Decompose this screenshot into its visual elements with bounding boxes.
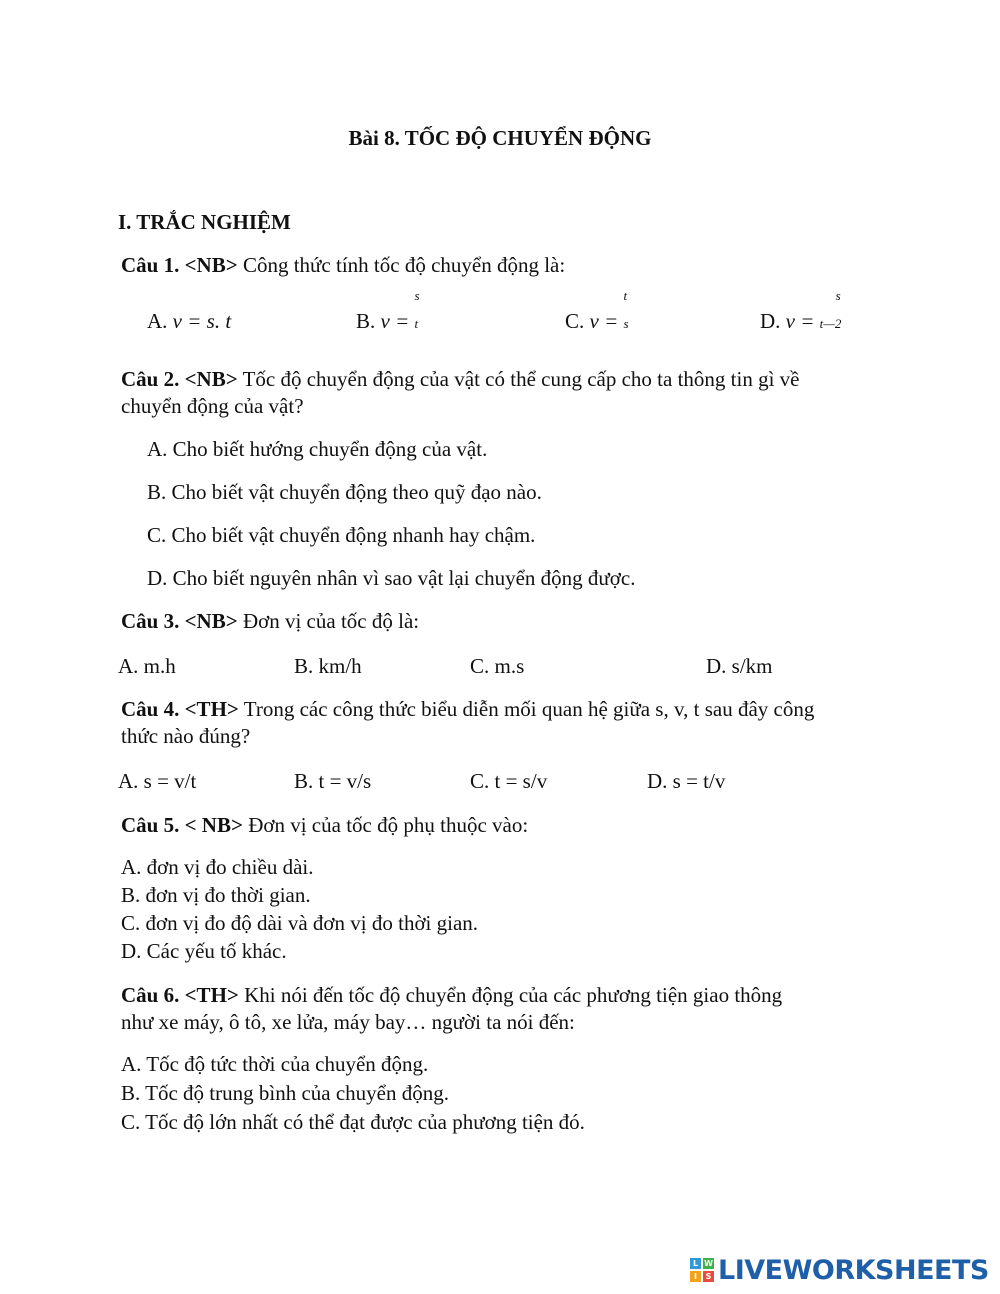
question-4-option-c: C. t = s/v	[470, 769, 548, 793]
question-2-option-a: A. Cho biết hướng chuyển động của vật.	[147, 437, 488, 461]
question-2-text: Tốc độ chuyển động của vật có thể cung cấp cho ta thông tin gì về	[237, 367, 800, 391]
question-4-option-a: A. s = v/t	[118, 769, 197, 793]
question-6-option-c: C. Tốc độ lớn nhất có thể đạt được của phương tiện đó.	[121, 1110, 585, 1134]
option-label: A.	[147, 309, 173, 333]
question-5-label: Câu 5. < NB>	[121, 813, 243, 837]
fraction	[623, 288, 629, 337]
fraction-denominator: t	[414, 316, 419, 331]
fraction-denominator: s	[623, 316, 629, 331]
fraction-numerator: s	[835, 288, 841, 303]
question-4-text: Trong các công thức biểu diễn mối quan hệ giữa s, v, t sau đây công	[238, 697, 815, 721]
question-6	[121, 982, 782, 1036]
question-2-option-b: B. Cho biết vật chuyển động theo quỹ đạo nào.	[147, 480, 542, 504]
formula: v =	[589, 309, 624, 333]
fraction	[819, 288, 842, 337]
question-6-option-a: A. Tốc độ tức thời của chuyển động.	[121, 1052, 429, 1076]
question-5-option-b: B. đơn vị đo thời gian.	[121, 883, 311, 907]
question-6-option-b: B. Tốc độ trung bình của chuyển động.	[121, 1081, 449, 1105]
formula: v =	[785, 309, 820, 333]
question-2-label: Câu 2. <NB>	[121, 367, 238, 391]
formula: v = s. t	[172, 309, 232, 333]
question-5	[121, 812, 528, 839]
question-1-option-c	[565, 288, 629, 337]
question-5-text: Đơn vị của tốc độ phụ thuộc vào:	[242, 813, 529, 837]
question-4	[121, 696, 814, 750]
question-3-option-d: D. s/km	[706, 654, 773, 678]
liveworksheets-logo	[690, 1253, 990, 1287]
question-1	[121, 252, 565, 279]
question-1-label: Câu 1. <NB>	[121, 253, 238, 277]
question-1-option-d	[760, 288, 842, 337]
question-2	[121, 366, 799, 420]
logo-mark-tile: I	[690, 1271, 701, 1282]
formula: v =	[380, 309, 415, 333]
option-label: D.	[760, 309, 786, 333]
option-label: B.	[356, 309, 381, 333]
logo-mark-tile: W	[704, 1259, 713, 1268]
question-3-label: Câu 3. <NB>	[121, 609, 238, 633]
question-3	[121, 608, 419, 635]
logo-mark-tile: S	[703, 1271, 714, 1282]
question-4-text-continued: thức nào đúng?	[121, 724, 251, 748]
option-label: C.	[565, 309, 590, 333]
fraction-numerator: t	[623, 288, 628, 303]
question-5-option-c: C. đơn vị đo độ dài và đơn vị đo thời gian.	[121, 911, 479, 935]
question-1-text: Công thức tính tốc độ chuyển động là:	[237, 253, 566, 277]
question-4-option-b: B. t = v/s	[294, 769, 372, 793]
fraction-denominator: t—2	[819, 316, 842, 331]
question-5-option-a: A. đơn vị đo chiều dài.	[121, 855, 314, 879]
question-2-option-d: D. Cho biết nguyên nhân vì sao vật lại chuyển động được.	[147, 566, 636, 590]
question-2-text-continued: chuyển động của vật?	[121, 394, 304, 418]
fraction	[414, 288, 420, 337]
question-2-option-c: C. Cho biết vật chuyển động nhanh hay chậm.	[147, 523, 536, 547]
question-3-option-c: C. m.s	[470, 654, 525, 678]
section-heading: I. TRẮC NGHIỆM	[118, 210, 291, 234]
question-4-option-d: D. s = t/v	[647, 769, 726, 793]
question-6-text-continued: như xe máy, ô tô, xe lửa, máy bay… người ta nói đến:	[121, 1010, 575, 1034]
question-3-text: Đơn vị của tốc độ là:	[237, 609, 420, 633]
question-6-label: Câu 6. <TH>	[121, 983, 239, 1007]
question-6-text: Khi nói đến tốc độ chuyển động của các phương tiện giao thông	[238, 983, 783, 1007]
question-4-label: Câu 4. <TH>	[121, 697, 239, 721]
page-title: Bài 8. TỐC ĐỘ CHUYỂN ĐỘNG	[348, 126, 652, 150]
question-3-option-b: B. km/h	[294, 654, 362, 678]
question-3-option-a: A. m.h	[118, 654, 176, 678]
fraction-numerator: s	[414, 288, 420, 303]
liveworksheets-logo-text: LIVEWORKSHEETS	[718, 1254, 989, 1286]
liveworksheets-logo-icon	[690, 1258, 714, 1282]
question-5-option-d: D. Các yếu tố khác.	[121, 939, 287, 963]
logo-mark-tile: L	[690, 1258, 701, 1269]
question-1-option-b	[356, 288, 420, 337]
question-1-option-a	[147, 308, 231, 335]
